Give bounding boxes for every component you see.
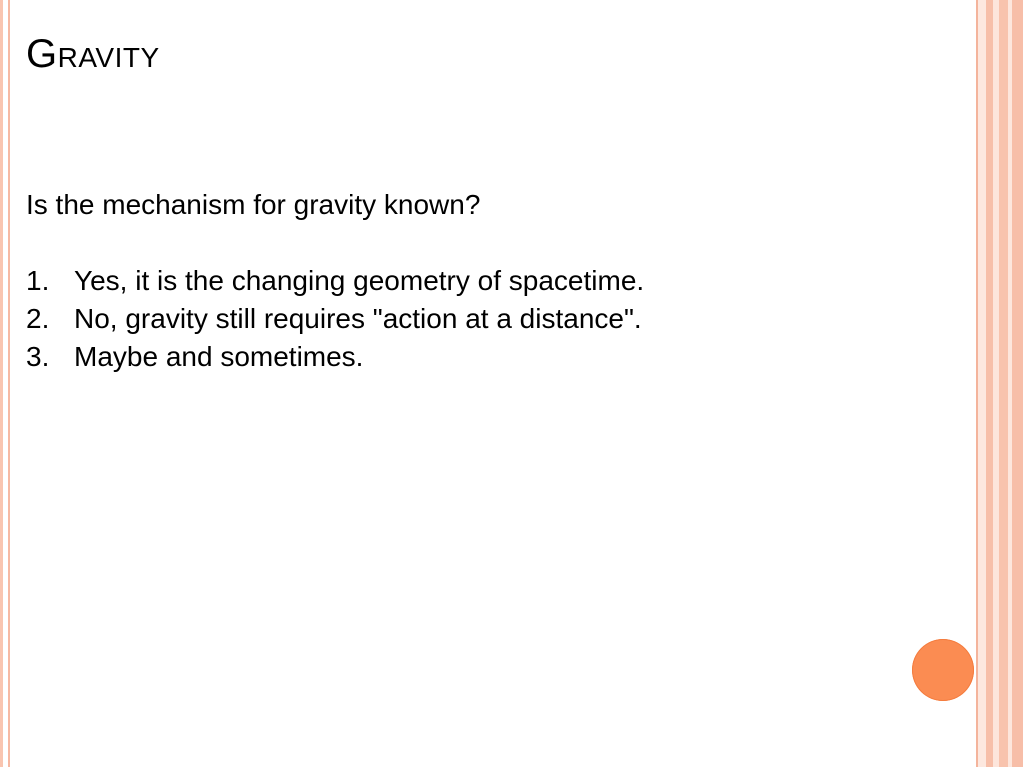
answer-text: No, gravity still requires "action at a distance". [74, 303, 642, 334]
right-border-band [986, 0, 993, 767]
answer-text: Maybe and sometimes. [74, 341, 364, 372]
answer-item [26, 262, 956, 300]
question-text: Is the mechanism for gravity known? [26, 189, 481, 220]
right-border-band [999, 0, 1008, 767]
answer-number: 3. [26, 341, 50, 372]
right-border-gap [978, 0, 986, 767]
answer-number: 1. [26, 265, 50, 296]
left-border-line [8, 0, 10, 767]
left-border-stripe [0, 0, 3, 767]
right-border-band [1012, 0, 1023, 767]
slide-title: Gravity [26, 32, 160, 76]
answer-item [26, 300, 956, 338]
answer-number: 2. [26, 303, 50, 334]
answer-list [26, 262, 956, 376]
decorative-circle [912, 639, 974, 701]
answer-item [26, 338, 956, 376]
answer-text: Yes, it is the changing geometry of spacetime. [74, 265, 645, 296]
slide-body [26, 186, 956, 376]
